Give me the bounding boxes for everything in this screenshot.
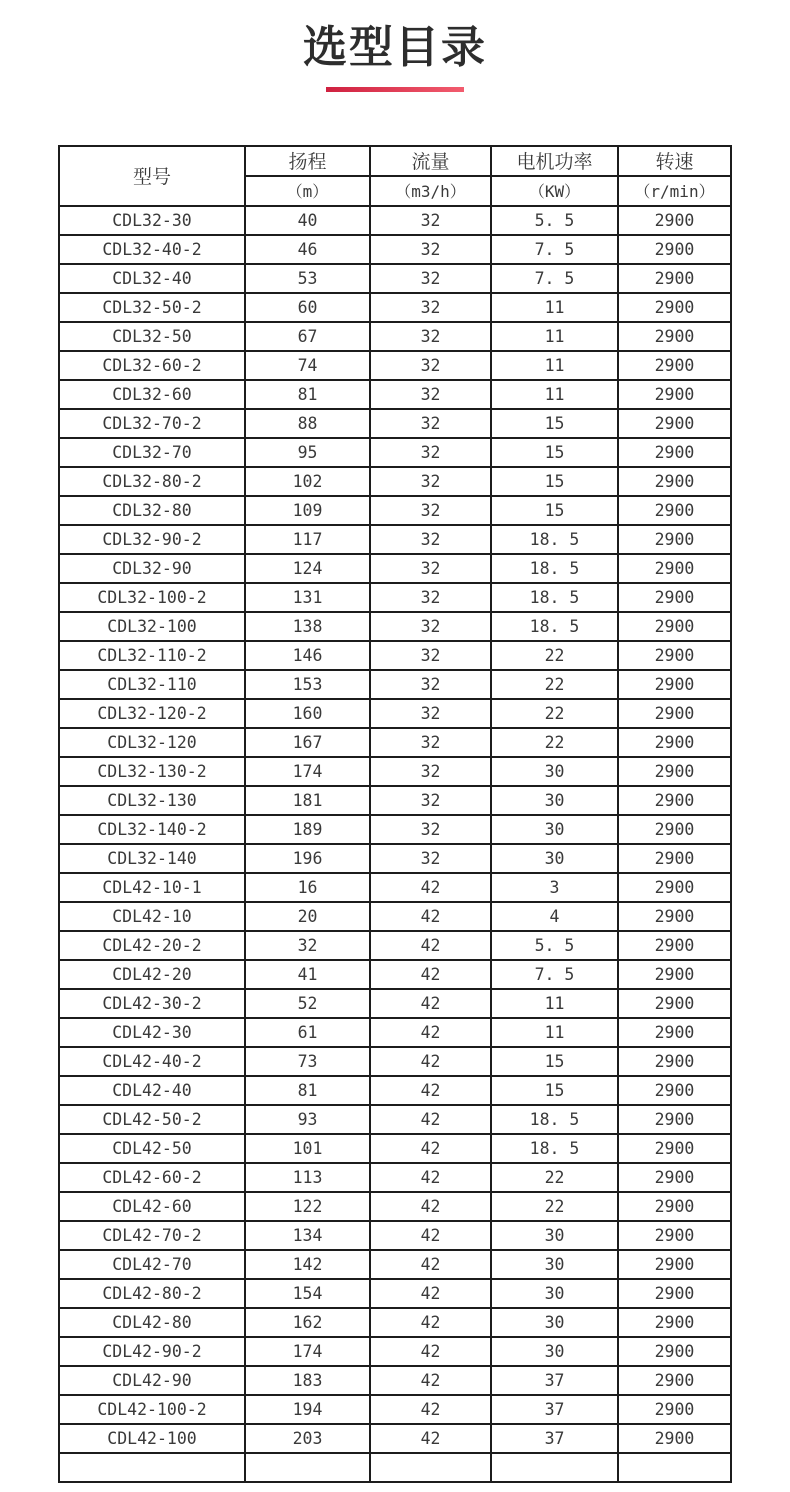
power-cell: 30 — [491, 1308, 618, 1337]
speed-cell: 2900 — [618, 322, 731, 351]
head-cell: 93 — [245, 1105, 370, 1134]
model-cell: CDL32-90 — [59, 554, 245, 583]
table-row-partial — [59, 1453, 731, 1482]
flow-cell: 42 — [370, 1395, 491, 1424]
speed-cell: 2900 — [618, 815, 731, 844]
flow-cell: 32 — [370, 583, 491, 612]
head-cell: 40 — [245, 206, 370, 235]
power-cell: 4 — [491, 902, 618, 931]
power-cell: 11 — [491, 1018, 618, 1047]
table-row — [59, 351, 731, 380]
model-cell: CDL32-70-2 — [59, 409, 245, 438]
model-cell — [59, 1453, 245, 1482]
model-cell: CDL32-90-2 — [59, 525, 245, 554]
power-cell: 11 — [491, 351, 618, 380]
flow-cell: 32 — [370, 612, 491, 641]
table-row — [59, 786, 731, 815]
flow-cell: 42 — [370, 1221, 491, 1250]
head-cell: 194 — [245, 1395, 370, 1424]
flow-cell: 32 — [370, 293, 491, 322]
head-cell: 20 — [245, 902, 370, 931]
table-row — [59, 322, 731, 351]
head-cell: 102 — [245, 467, 370, 496]
speed-cell: 2900 — [618, 699, 731, 728]
power-cell: 15 — [491, 467, 618, 496]
model-cell: CDL32-130 — [59, 786, 245, 815]
table-row — [59, 1134, 731, 1163]
flow-cell: 42 — [370, 1018, 491, 1047]
flow-cell: 32 — [370, 235, 491, 264]
head-cell: 160 — [245, 699, 370, 728]
flow-cell: 32 — [370, 670, 491, 699]
flow-cell: 32 — [370, 757, 491, 786]
head-cell: 52 — [245, 989, 370, 1018]
power-cell: 7. 5 — [491, 264, 618, 293]
power-cell: 30 — [491, 1221, 618, 1250]
table-row — [59, 1424, 731, 1453]
flow-cell: 32 — [370, 322, 491, 351]
flow-cell: 42 — [370, 989, 491, 1018]
table-row — [59, 989, 731, 1018]
flow-cell: 42 — [370, 1105, 491, 1134]
speed-cell: 2900 — [618, 989, 731, 1018]
speed-cell: 2900 — [618, 844, 731, 873]
table-row — [59, 1279, 731, 1308]
flow-cell: 42 — [370, 1250, 491, 1279]
power-cell: 18. 5 — [491, 554, 618, 583]
head-cell: 61 — [245, 1018, 370, 1047]
table-row — [59, 583, 731, 612]
flow-cell: 32 — [370, 351, 491, 380]
head-cell: 81 — [245, 1076, 370, 1105]
flow-cell: 42 — [370, 1134, 491, 1163]
power-cell: 11 — [491, 380, 618, 409]
power-cell: 22 — [491, 670, 618, 699]
table-header — [59, 146, 731, 206]
speed-cell: 2900 — [618, 380, 731, 409]
power-cell: 22 — [491, 699, 618, 728]
head-cell: 196 — [245, 844, 370, 873]
flow-cell: 32 — [370, 554, 491, 583]
power-cell: 30 — [491, 1337, 618, 1366]
speed-cell: 2900 — [618, 1221, 731, 1250]
model-cell: CDL32-80 — [59, 496, 245, 525]
flow-cell: 42 — [370, 931, 491, 960]
head-cell: 46 — [245, 235, 370, 264]
model-cell: CDL42-80-2 — [59, 1279, 245, 1308]
head-cell: 32 — [245, 931, 370, 960]
speed-cell: 2900 — [618, 1279, 731, 1308]
flow-cell: 42 — [370, 1337, 491, 1366]
head-cell: 88 — [245, 409, 370, 438]
col-header-head: 扬程 — [245, 146, 370, 176]
flow-cell: 32 — [370, 496, 491, 525]
speed-cell: 2900 — [618, 1047, 731, 1076]
table-row — [59, 902, 731, 931]
head-cell: 203 — [245, 1424, 370, 1453]
catalog-page — [0, 22, 790, 1483]
flow-cell: 42 — [370, 1424, 491, 1453]
speed-cell: 2900 — [618, 1424, 731, 1453]
speed-cell: 2900 — [618, 1395, 731, 1424]
flow-cell: 32 — [370, 525, 491, 554]
head-cell: 60 — [245, 293, 370, 322]
flow-cell: 42 — [370, 1279, 491, 1308]
table-row — [59, 1337, 731, 1366]
speed-cell: 2900 — [618, 467, 731, 496]
flow-cell: 42 — [370, 1366, 491, 1395]
table-row — [59, 699, 731, 728]
head-cell: 174 — [245, 757, 370, 786]
head-cell: 74 — [245, 351, 370, 380]
header-row-labels — [59, 146, 731, 176]
power-cell: 22 — [491, 1192, 618, 1221]
model-cell: CDL32-40 — [59, 264, 245, 293]
head-cell: 181 — [245, 786, 370, 815]
speed-cell: 2900 — [618, 1192, 731, 1221]
flow-cell: 42 — [370, 1308, 491, 1337]
power-cell: 5. 5 — [491, 931, 618, 960]
table-row — [59, 235, 731, 264]
power-cell: 30 — [491, 844, 618, 873]
model-cell: CDL32-40-2 — [59, 235, 245, 264]
model-cell: CDL32-60 — [59, 380, 245, 409]
model-cell: CDL32-50-2 — [59, 293, 245, 322]
model-cell: CDL42-100-2 — [59, 1395, 245, 1424]
table-row — [59, 641, 731, 670]
table-row — [59, 1395, 731, 1424]
flow-cell: 32 — [370, 467, 491, 496]
speed-cell: 2900 — [618, 264, 731, 293]
flow-cell — [370, 1453, 491, 1482]
power-cell — [491, 1453, 618, 1482]
head-cell: 117 — [245, 525, 370, 554]
head-cell — [245, 1453, 370, 1482]
col-unit-head: （m） — [245, 176, 370, 206]
model-cell: CDL32-100-2 — [59, 583, 245, 612]
speed-cell: 2900 — [618, 554, 731, 583]
speed-cell: 2900 — [618, 351, 731, 380]
flow-cell: 32 — [370, 786, 491, 815]
head-cell: 101 — [245, 1134, 370, 1163]
model-cell: CDL32-110-2 — [59, 641, 245, 670]
head-cell: 73 — [245, 1047, 370, 1076]
table-row — [59, 1221, 731, 1250]
model-cell: CDL42-40-2 — [59, 1047, 245, 1076]
speed-cell: 2900 — [618, 728, 731, 757]
head-cell: 134 — [245, 1221, 370, 1250]
model-cell: CDL42-20 — [59, 960, 245, 989]
col-unit-power: （KW） — [491, 176, 618, 206]
speed-cell: 2900 — [618, 293, 731, 322]
speed-cell: 2900 — [618, 583, 731, 612]
speed-cell: 2900 — [618, 1018, 731, 1047]
selection-table — [58, 145, 732, 1483]
model-cell: CDL42-60 — [59, 1192, 245, 1221]
head-cell: 146 — [245, 641, 370, 670]
speed-cell: 2900 — [618, 525, 731, 554]
flow-cell: 32 — [370, 409, 491, 438]
model-cell: CDL32-100 — [59, 612, 245, 641]
flow-cell: 32 — [370, 641, 491, 670]
speed-cell: 2900 — [618, 1163, 731, 1192]
speed-cell: 2900 — [618, 235, 731, 264]
power-cell: 18. 5 — [491, 583, 618, 612]
flow-cell: 32 — [370, 699, 491, 728]
speed-cell: 2900 — [618, 612, 731, 641]
col-header-flow: 流量 — [370, 146, 491, 176]
power-cell: 11 — [491, 322, 618, 351]
model-cell: CDL32-140 — [59, 844, 245, 873]
model-cell: CDL42-30 — [59, 1018, 245, 1047]
table-row — [59, 1105, 731, 1134]
head-cell: 41 — [245, 960, 370, 989]
table-row — [59, 815, 731, 844]
speed-cell: 2900 — [618, 757, 731, 786]
table-row — [59, 1250, 731, 1279]
model-cell: CDL42-10 — [59, 902, 245, 931]
power-cell: 15 — [491, 496, 618, 525]
page-title: 选型目录 — [303, 23, 487, 72]
col-header-power: 电机功率 — [491, 146, 618, 176]
flow-cell: 32 — [370, 815, 491, 844]
table-row — [59, 1076, 731, 1105]
power-cell: 7. 5 — [491, 960, 618, 989]
speed-cell: 2900 — [618, 1105, 731, 1134]
model-cell: CDL42-20-2 — [59, 931, 245, 960]
speed-cell: 2900 — [618, 1076, 731, 1105]
model-cell: CDL32-80-2 — [59, 467, 245, 496]
model-cell: CDL42-10-1 — [59, 873, 245, 902]
speed-cell: 2900 — [618, 670, 731, 699]
model-cell: CDL42-50-2 — [59, 1105, 245, 1134]
head-cell: 162 — [245, 1308, 370, 1337]
table-row — [59, 264, 731, 293]
table-row — [59, 728, 731, 757]
model-cell: CDL32-120-2 — [59, 699, 245, 728]
table-row — [59, 525, 731, 554]
table-row — [59, 1366, 731, 1395]
power-cell: 22 — [491, 728, 618, 757]
title-underline — [326, 87, 464, 92]
model-cell: CDL32-30 — [59, 206, 245, 235]
table-row — [59, 670, 731, 699]
speed-cell: 2900 — [618, 1250, 731, 1279]
power-cell: 15 — [491, 438, 618, 467]
model-cell: CDL32-60-2 — [59, 351, 245, 380]
speed-cell: 2900 — [618, 641, 731, 670]
head-cell: 183 — [245, 1366, 370, 1395]
flow-cell: 42 — [370, 873, 491, 902]
table-row — [59, 844, 731, 873]
flow-cell: 32 — [370, 380, 491, 409]
power-cell: 5. 5 — [491, 206, 618, 235]
power-cell: 18. 5 — [491, 1105, 618, 1134]
power-cell: 30 — [491, 815, 618, 844]
table-row — [59, 1308, 731, 1337]
flow-cell: 32 — [370, 728, 491, 757]
table-row — [59, 554, 731, 583]
head-cell: 138 — [245, 612, 370, 641]
head-cell: 153 — [245, 670, 370, 699]
speed-cell: 2900 — [618, 438, 731, 467]
table-row — [59, 1047, 731, 1076]
col-header-speed: 转速 — [618, 146, 731, 176]
model-cell: CDL42-70-2 — [59, 1221, 245, 1250]
flow-cell: 32 — [370, 264, 491, 293]
head-cell: 16 — [245, 873, 370, 902]
table-row — [59, 380, 731, 409]
speed-cell: 2900 — [618, 1337, 731, 1366]
table-row — [59, 467, 731, 496]
speed-cell: 2900 — [618, 786, 731, 815]
power-cell: 22 — [491, 641, 618, 670]
model-cell: CDL42-90-2 — [59, 1337, 245, 1366]
power-cell: 30 — [491, 757, 618, 786]
model-cell: CDL32-130-2 — [59, 757, 245, 786]
power-cell: 30 — [491, 1279, 618, 1308]
speed-cell: 2900 — [618, 496, 731, 525]
table-row — [59, 1018, 731, 1047]
speed-cell: 2900 — [618, 873, 731, 902]
head-cell: 167 — [245, 728, 370, 757]
col-unit-speed: （r/min） — [618, 176, 731, 206]
model-cell: CDL42-80 — [59, 1308, 245, 1337]
power-cell: 3 — [491, 873, 618, 902]
power-cell: 37 — [491, 1366, 618, 1395]
power-cell: 7. 5 — [491, 235, 618, 264]
flow-cell: 42 — [370, 960, 491, 989]
power-cell: 11 — [491, 989, 618, 1018]
power-cell: 22 — [491, 1163, 618, 1192]
table-row — [59, 1192, 731, 1221]
head-cell: 81 — [245, 380, 370, 409]
table-row — [59, 1163, 731, 1192]
flow-cell: 42 — [370, 1047, 491, 1076]
speed-cell: 2900 — [618, 1308, 731, 1337]
speed-cell: 2900 — [618, 960, 731, 989]
table-row — [59, 931, 731, 960]
head-cell: 124 — [245, 554, 370, 583]
flow-cell: 32 — [370, 206, 491, 235]
speed-cell — [618, 1453, 731, 1482]
power-cell: 37 — [491, 1395, 618, 1424]
power-cell: 15 — [491, 1047, 618, 1076]
head-cell: 174 — [245, 1337, 370, 1366]
head-cell: 95 — [245, 438, 370, 467]
flow-cell: 42 — [370, 1076, 491, 1105]
flow-cell: 32 — [370, 844, 491, 873]
table-row — [59, 960, 731, 989]
power-cell: 11 — [491, 293, 618, 322]
speed-cell: 2900 — [618, 409, 731, 438]
table-row — [59, 873, 731, 902]
table-row — [59, 612, 731, 641]
table-row — [59, 496, 731, 525]
flow-cell: 32 — [370, 438, 491, 467]
model-cell: CDL42-100 — [59, 1424, 245, 1453]
table-row — [59, 757, 731, 786]
head-cell: 154 — [245, 1279, 370, 1308]
head-cell: 189 — [245, 815, 370, 844]
model-cell: CDL32-120 — [59, 728, 245, 757]
power-cell: 18. 5 — [491, 525, 618, 554]
head-cell: 53 — [245, 264, 370, 293]
table-row — [59, 293, 731, 322]
speed-cell: 2900 — [618, 206, 731, 235]
power-cell: 15 — [491, 1076, 618, 1105]
table-body — [59, 206, 731, 1482]
model-cell: CDL32-70 — [59, 438, 245, 467]
model-cell: CDL32-110 — [59, 670, 245, 699]
power-cell: 18. 5 — [491, 612, 618, 641]
power-cell: 30 — [491, 786, 618, 815]
head-cell: 122 — [245, 1192, 370, 1221]
model-cell: CDL32-140-2 — [59, 815, 245, 844]
head-cell: 131 — [245, 583, 370, 612]
head-cell: 142 — [245, 1250, 370, 1279]
head-cell: 113 — [245, 1163, 370, 1192]
power-cell: 37 — [491, 1424, 618, 1453]
flow-cell: 42 — [370, 1163, 491, 1192]
table-row — [59, 409, 731, 438]
table-row — [59, 206, 731, 235]
head-cell: 67 — [245, 322, 370, 351]
model-cell: CDL42-60-2 — [59, 1163, 245, 1192]
col-header-model: 型号 — [59, 146, 245, 206]
model-cell: CDL42-90 — [59, 1366, 245, 1395]
speed-cell: 2900 — [618, 902, 731, 931]
power-cell: 30 — [491, 1250, 618, 1279]
model-cell: CDL32-50 — [59, 322, 245, 351]
table-row — [59, 438, 731, 467]
power-cell: 15 — [491, 409, 618, 438]
model-cell: CDL42-40 — [59, 1076, 245, 1105]
speed-cell: 2900 — [618, 1366, 731, 1395]
model-cell: CDL42-70 — [59, 1250, 245, 1279]
head-cell: 109 — [245, 496, 370, 525]
model-cell: CDL42-50 — [59, 1134, 245, 1163]
speed-cell: 2900 — [618, 1134, 731, 1163]
flow-cell: 42 — [370, 1192, 491, 1221]
speed-cell: 2900 — [618, 931, 731, 960]
model-cell: CDL42-30-2 — [59, 989, 245, 1018]
flow-cell: 42 — [370, 902, 491, 931]
col-unit-flow: （m3/h） — [370, 176, 491, 206]
power-cell: 18. 5 — [491, 1134, 618, 1163]
